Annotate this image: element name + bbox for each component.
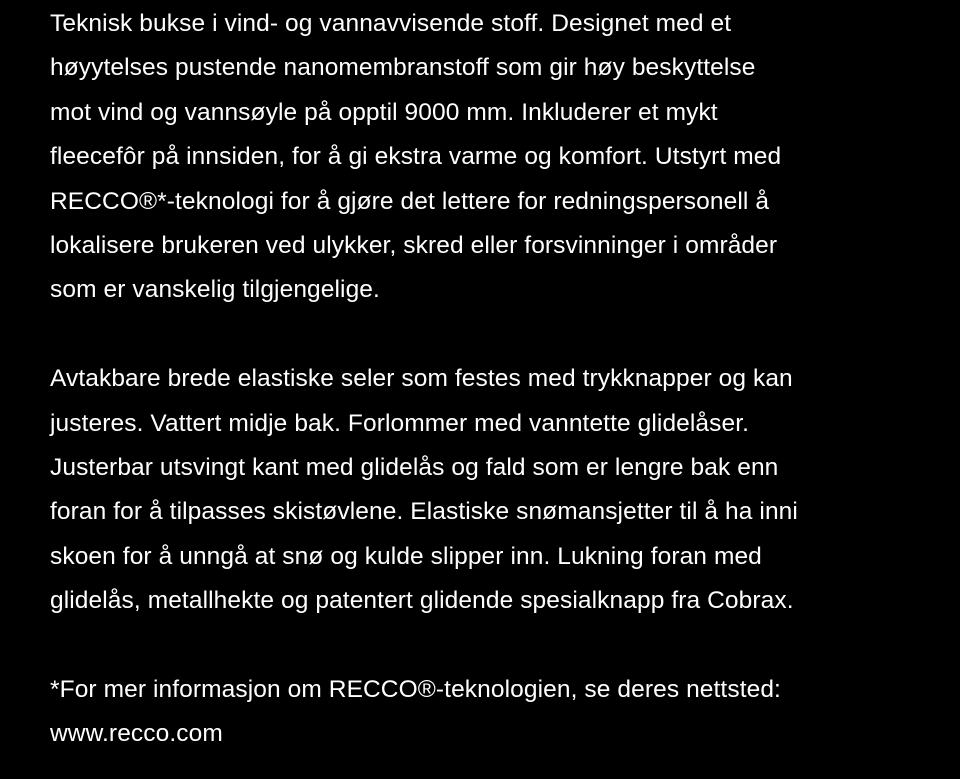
paragraph-spacer bbox=[50, 624, 930, 668]
product-description bbox=[50, 2, 930, 757]
text-line: skoen for å unngå at snø og kulde slipper inn. Lukning foran med bbox=[50, 542, 762, 570]
text-line: justeres. Vattert midje bak. Forlommer med vanntette glidelåser. bbox=[50, 409, 750, 437]
text-line: Justerbar utsvingt kant med glidelås og fald som er lengre bak enn bbox=[50, 454, 779, 482]
text-line: glidelås, metallhekte og patentert glidende spesialknapp fra Cobrax. bbox=[50, 587, 794, 615]
text-line: høyytelses pustende nanomembranstoff som gir høy beskyttelse bbox=[50, 54, 756, 82]
description-paragraph-2 bbox=[50, 357, 930, 623]
text-line: mot vind og vannsøyle på opptil 9000 mm. Inkluderer et mykt bbox=[50, 98, 718, 126]
recco-footnote bbox=[50, 668, 930, 757]
recco-link-text: www.recco.com bbox=[50, 720, 223, 748]
text-line: lokalisere brukeren ved ulykker, skred eller forsvinninger i områder bbox=[50, 232, 778, 260]
paragraph-spacer bbox=[50, 313, 930, 357]
text-line: Avtakbare brede elastiske seler som festes med trykknapper og kan bbox=[50, 365, 793, 393]
description-paragraph-1 bbox=[50, 2, 930, 313]
text-line: RECCO®*-teknologi for å gjøre det lettere for redningspersonell å bbox=[50, 187, 770, 215]
text-line: som er vanskelig tilgjengelige. bbox=[50, 276, 380, 304]
text-line: Teknisk bukse i vind- og vannavvisende stoff. Designet med et bbox=[50, 10, 732, 37]
text-line: fleecefôr på innsiden, for å gi ekstra varme og komfort. Utstyrt med bbox=[50, 143, 782, 171]
text-line: *For mer informasjon om RECCO®-teknologien, se deres nettsted: bbox=[50, 676, 781, 704]
text-line: foran for å tilpasses skistøvlene. Elastiske snømansjetter til å ha inni bbox=[50, 498, 798, 526]
